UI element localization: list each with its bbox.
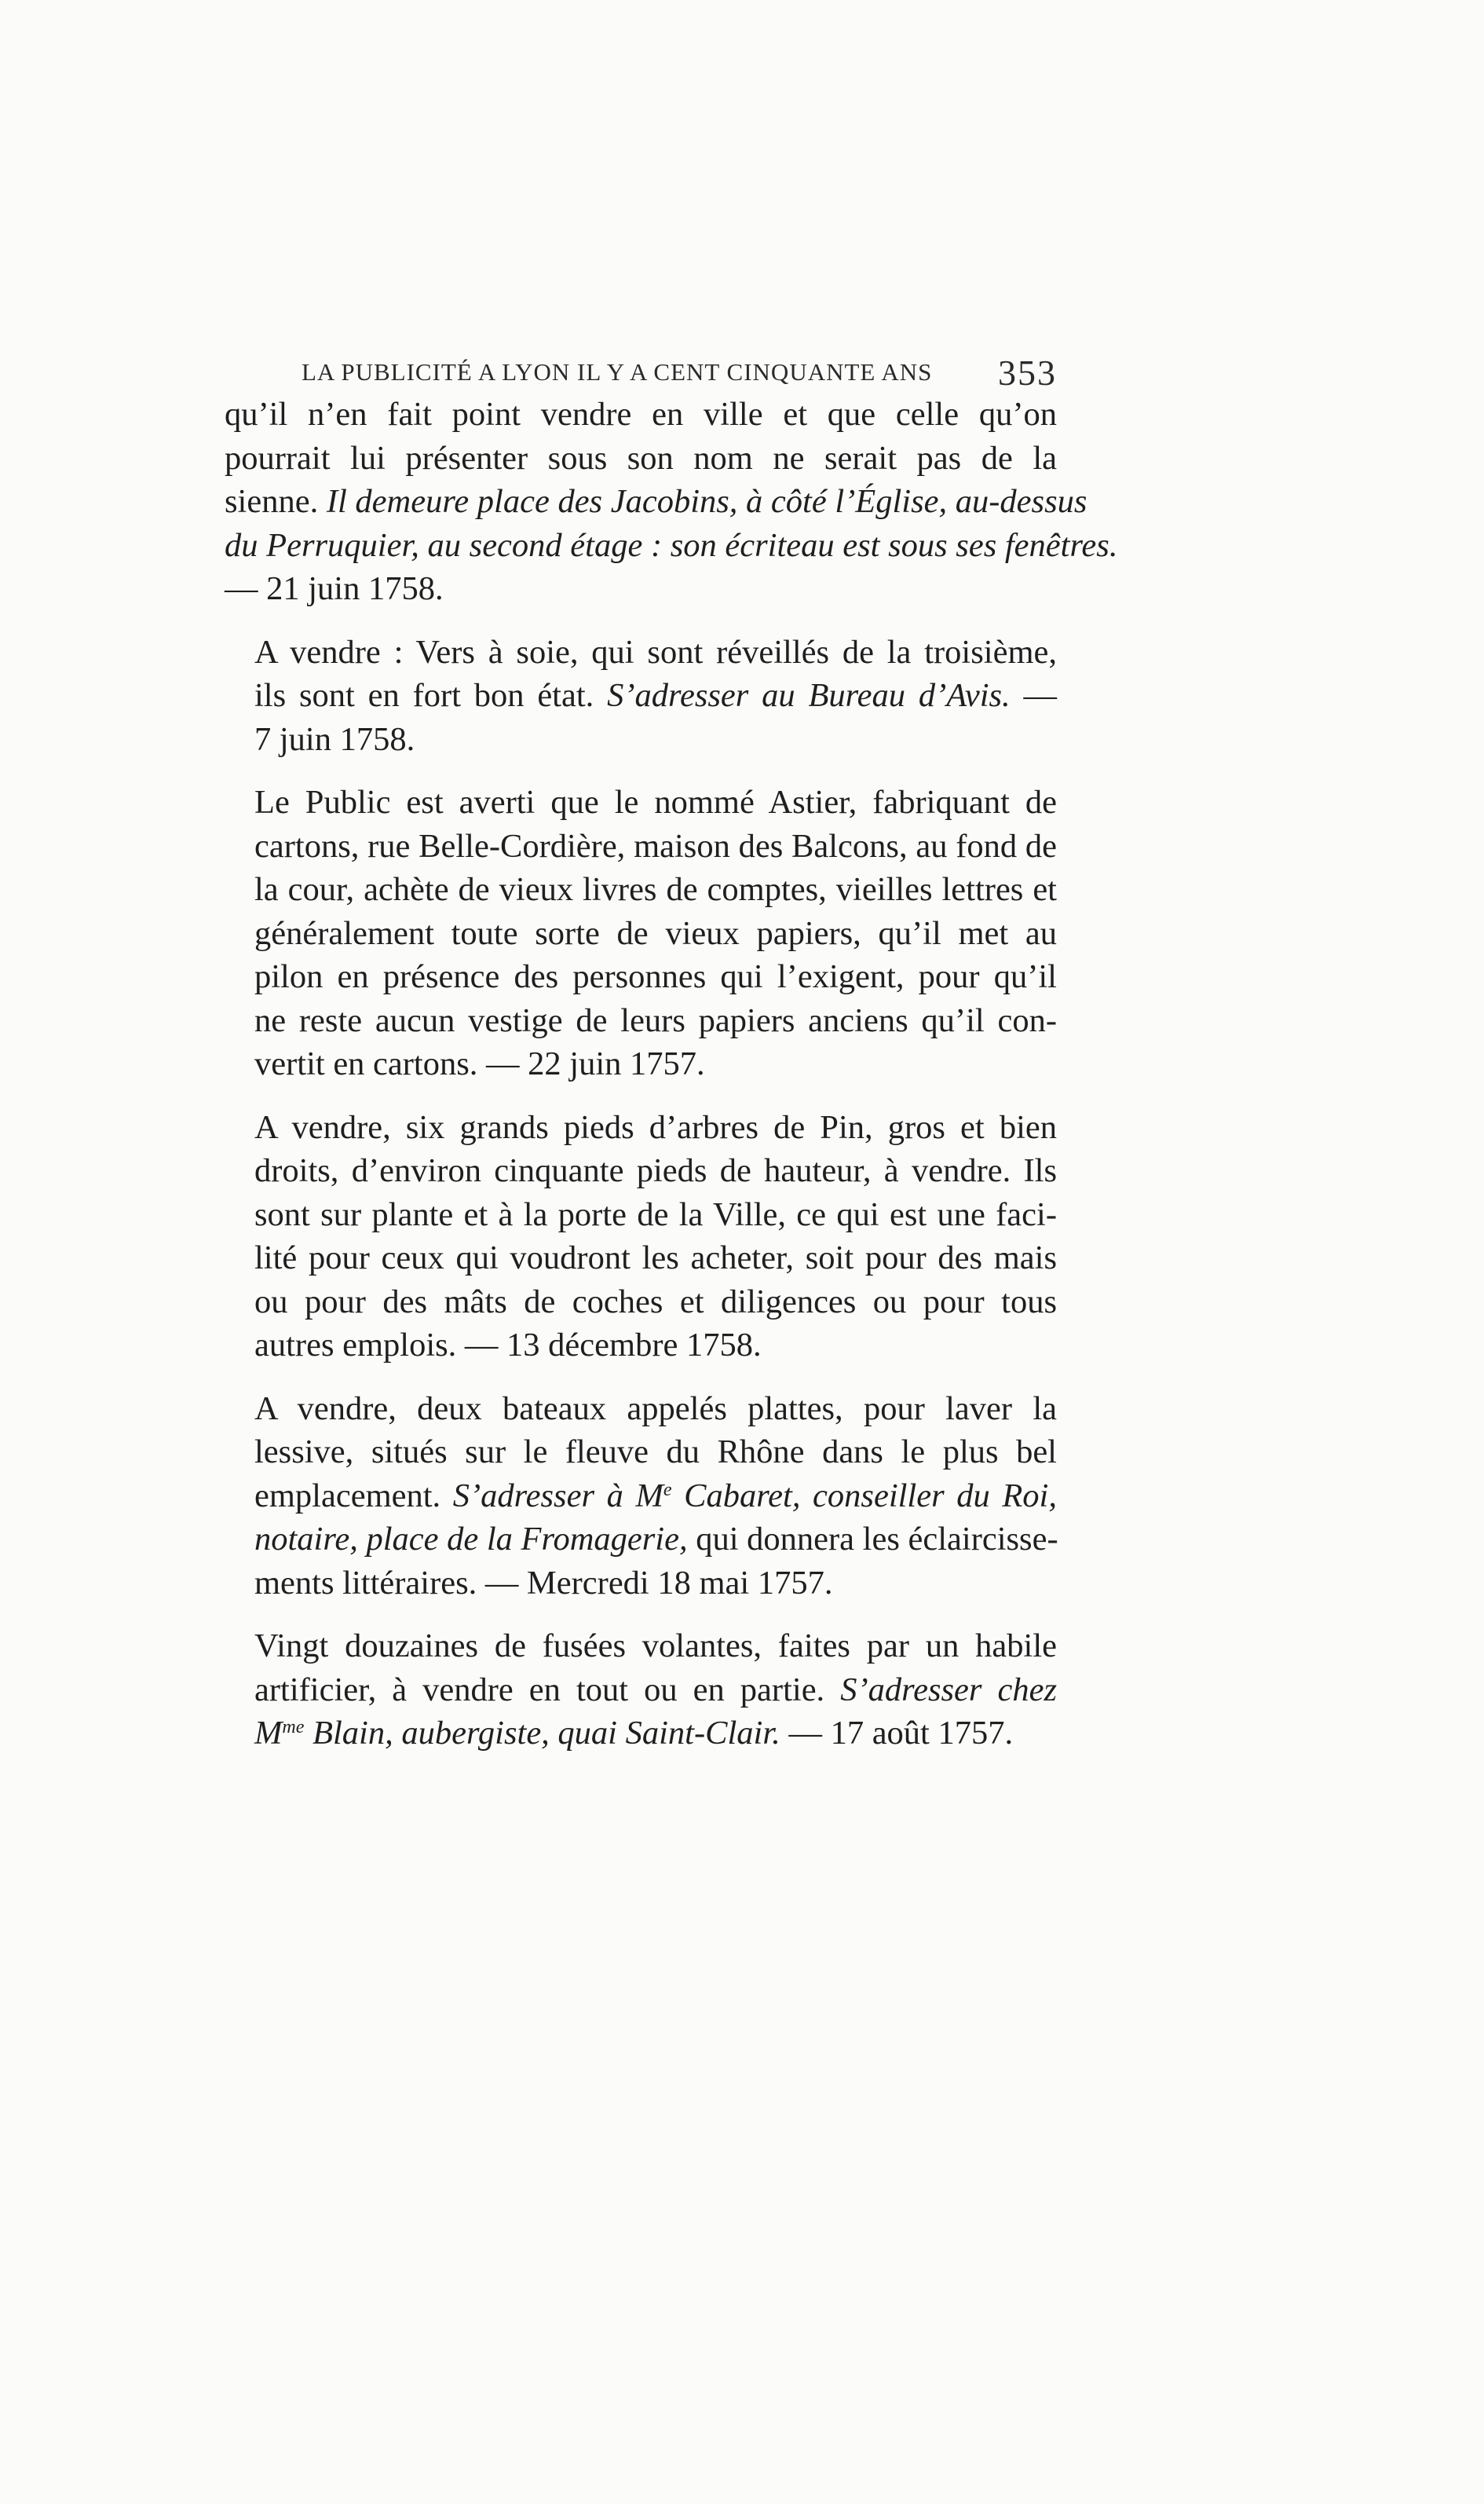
italic-text: Cabaret, conseiller du Roi,	[671, 1477, 1057, 1514]
text-line	[225, 567, 1057, 611]
roman-text: 7 juin 1758.	[254, 720, 415, 758]
running-head	[225, 350, 1057, 393]
roman-text: la cour, achète de vieux livres de comptes, vieilles lettres et	[254, 871, 1057, 908]
text-line	[225, 718, 1057, 762]
roman-text: lité pour ceux qui voudront les acheter, soit pour des mais	[254, 1239, 1057, 1276]
roman-text: pilon en présence des personnes qui l’exigent, pour qu’il	[254, 958, 1057, 995]
text-line	[225, 480, 1087, 524]
text-line	[225, 674, 1057, 718]
text-line	[225, 1323, 1057, 1367]
roman-text: sont sur plante et à la porte de la Ville, ce qui est une faci-	[254, 1195, 1057, 1233]
text-line	[225, 955, 1057, 999]
roman-text: artificier, à vendre en tout ou en partie.	[254, 1671, 841, 1708]
text-line	[225, 1106, 1057, 1150]
roman-text: Vingt douzaines de fusées volantes, faites par un habile	[254, 1627, 1057, 1664]
roman-text: lessive, situés sur le fleuve du Rhône dans le plus bel	[254, 1433, 1057, 1470]
roman-text: ments littéraires. — Mercredi 18 mai 1757.	[254, 1564, 833, 1602]
superscript-text: e	[663, 1479, 672, 1500]
text-line	[225, 1668, 1057, 1712]
text-line	[225, 912, 1057, 956]
text-line	[225, 825, 1057, 869]
roman-text: A vendre : Vers à soie, qui sont réveillés de la troisième,	[254, 633, 1057, 671]
text-line	[225, 999, 1057, 1043]
italic-text: M	[254, 1715, 283, 1752]
roman-text: vertit en cartons. — 22 juin 1757.	[254, 1045, 705, 1082]
text-line	[225, 781, 1057, 825]
roman-text: A vendre, six grands pieds d’arbres de Pin, gros et bien	[254, 1108, 1057, 1146]
italic-text: S’adresser à M	[452, 1477, 663, 1514]
roman-text: droits, d’environ cinquante pieds de hauteur, à vendre. Ils	[254, 1152, 1057, 1189]
roman-text: Le Public est averti que le nommé Astier, fabriquant de	[254, 784, 1057, 821]
text-line	[225, 1149, 1057, 1193]
roman-text: ils sont en fort bon état.	[254, 677, 608, 714]
entry-paragraph	[225, 1106, 1057, 1367]
italic-text: S’adresser au Bureau d’Avis.	[607, 677, 1011, 714]
roman-text: — 21 juin 1758.	[225, 570, 444, 607]
text-line	[225, 1430, 1057, 1474]
page-number: 353	[998, 353, 1057, 393]
entry-paragraph	[225, 631, 1057, 762]
roman-text: emplacement.	[254, 1477, 453, 1514]
roman-text: — 17 août 1757.	[780, 1715, 1014, 1752]
italic-text: Il demeure place des Jacobins, à côté l’Église, au-dessus	[326, 483, 1087, 520]
book-page	[225, 350, 1118, 1775]
running-title: LA PUBLICITÉ A LYON IL Y A CENT CINQUANTE ANS	[302, 358, 933, 386]
roman-text: —	[1010, 677, 1058, 714]
roman-text: pourrait lui présenter sous son nom ne serait pas de la	[225, 439, 1057, 477]
text-line	[225, 1042, 1057, 1086]
text-line	[225, 524, 1118, 568]
roman-text: autres emplois. — 13 décembre 1758.	[254, 1327, 762, 1364]
entry-paragraph	[225, 1387, 1057, 1605]
roman-text: qu’il n’en fait point vendre en ville et que celle qu’on	[225, 396, 1057, 433]
roman-text: ne reste aucun vestige de leurs papiers anciens qu’il con-	[254, 1001, 1057, 1039]
italic-text: du Perruquier, au second étage : son écriteau est sous ses fenêtres.	[225, 526, 1118, 564]
roman-text: généralement toute sorte de vieux papiers, qu’il met au	[254, 914, 1057, 952]
text-line	[225, 1236, 1057, 1280]
italic-text: S’adresser chez	[840, 1671, 1057, 1708]
text-line	[225, 631, 1057, 675]
roman-text: cartons, rue Belle-Cordière, maison des Balcons, au fond de	[254, 827, 1057, 865]
entry-paragraph	[225, 393, 1118, 611]
text-line	[225, 1517, 1057, 1561]
roman-text: ou pour des mâts de coches et diligences ou pour tous	[254, 1283, 1057, 1320]
text-line	[225, 1474, 1057, 1518]
text-line	[225, 437, 1057, 481]
roman-text: qui donnera les éclaircisse-	[687, 1521, 1058, 1558]
italic-text: Blain, aubergiste, quai Saint-Clair.	[304, 1715, 780, 1752]
superscript-text: me	[282, 1717, 305, 1737]
text-line	[225, 1193, 1057, 1237]
entry-paragraph	[225, 1624, 1057, 1755]
italic-text: notaire, place de la Fromagerie,	[254, 1521, 688, 1558]
entry-paragraph	[225, 781, 1057, 1086]
text-line	[225, 393, 1057, 437]
text-line	[225, 1711, 1057, 1755]
roman-text: A vendre, deux bateaux appelés plattes, pour laver la	[254, 1389, 1057, 1427]
text-line	[225, 868, 1057, 912]
text-line	[225, 1387, 1057, 1431]
text-line	[225, 1280, 1057, 1324]
roman-text: sienne.	[225, 483, 327, 520]
text-line	[225, 1624, 1057, 1668]
text-line	[225, 1561, 1057, 1605]
